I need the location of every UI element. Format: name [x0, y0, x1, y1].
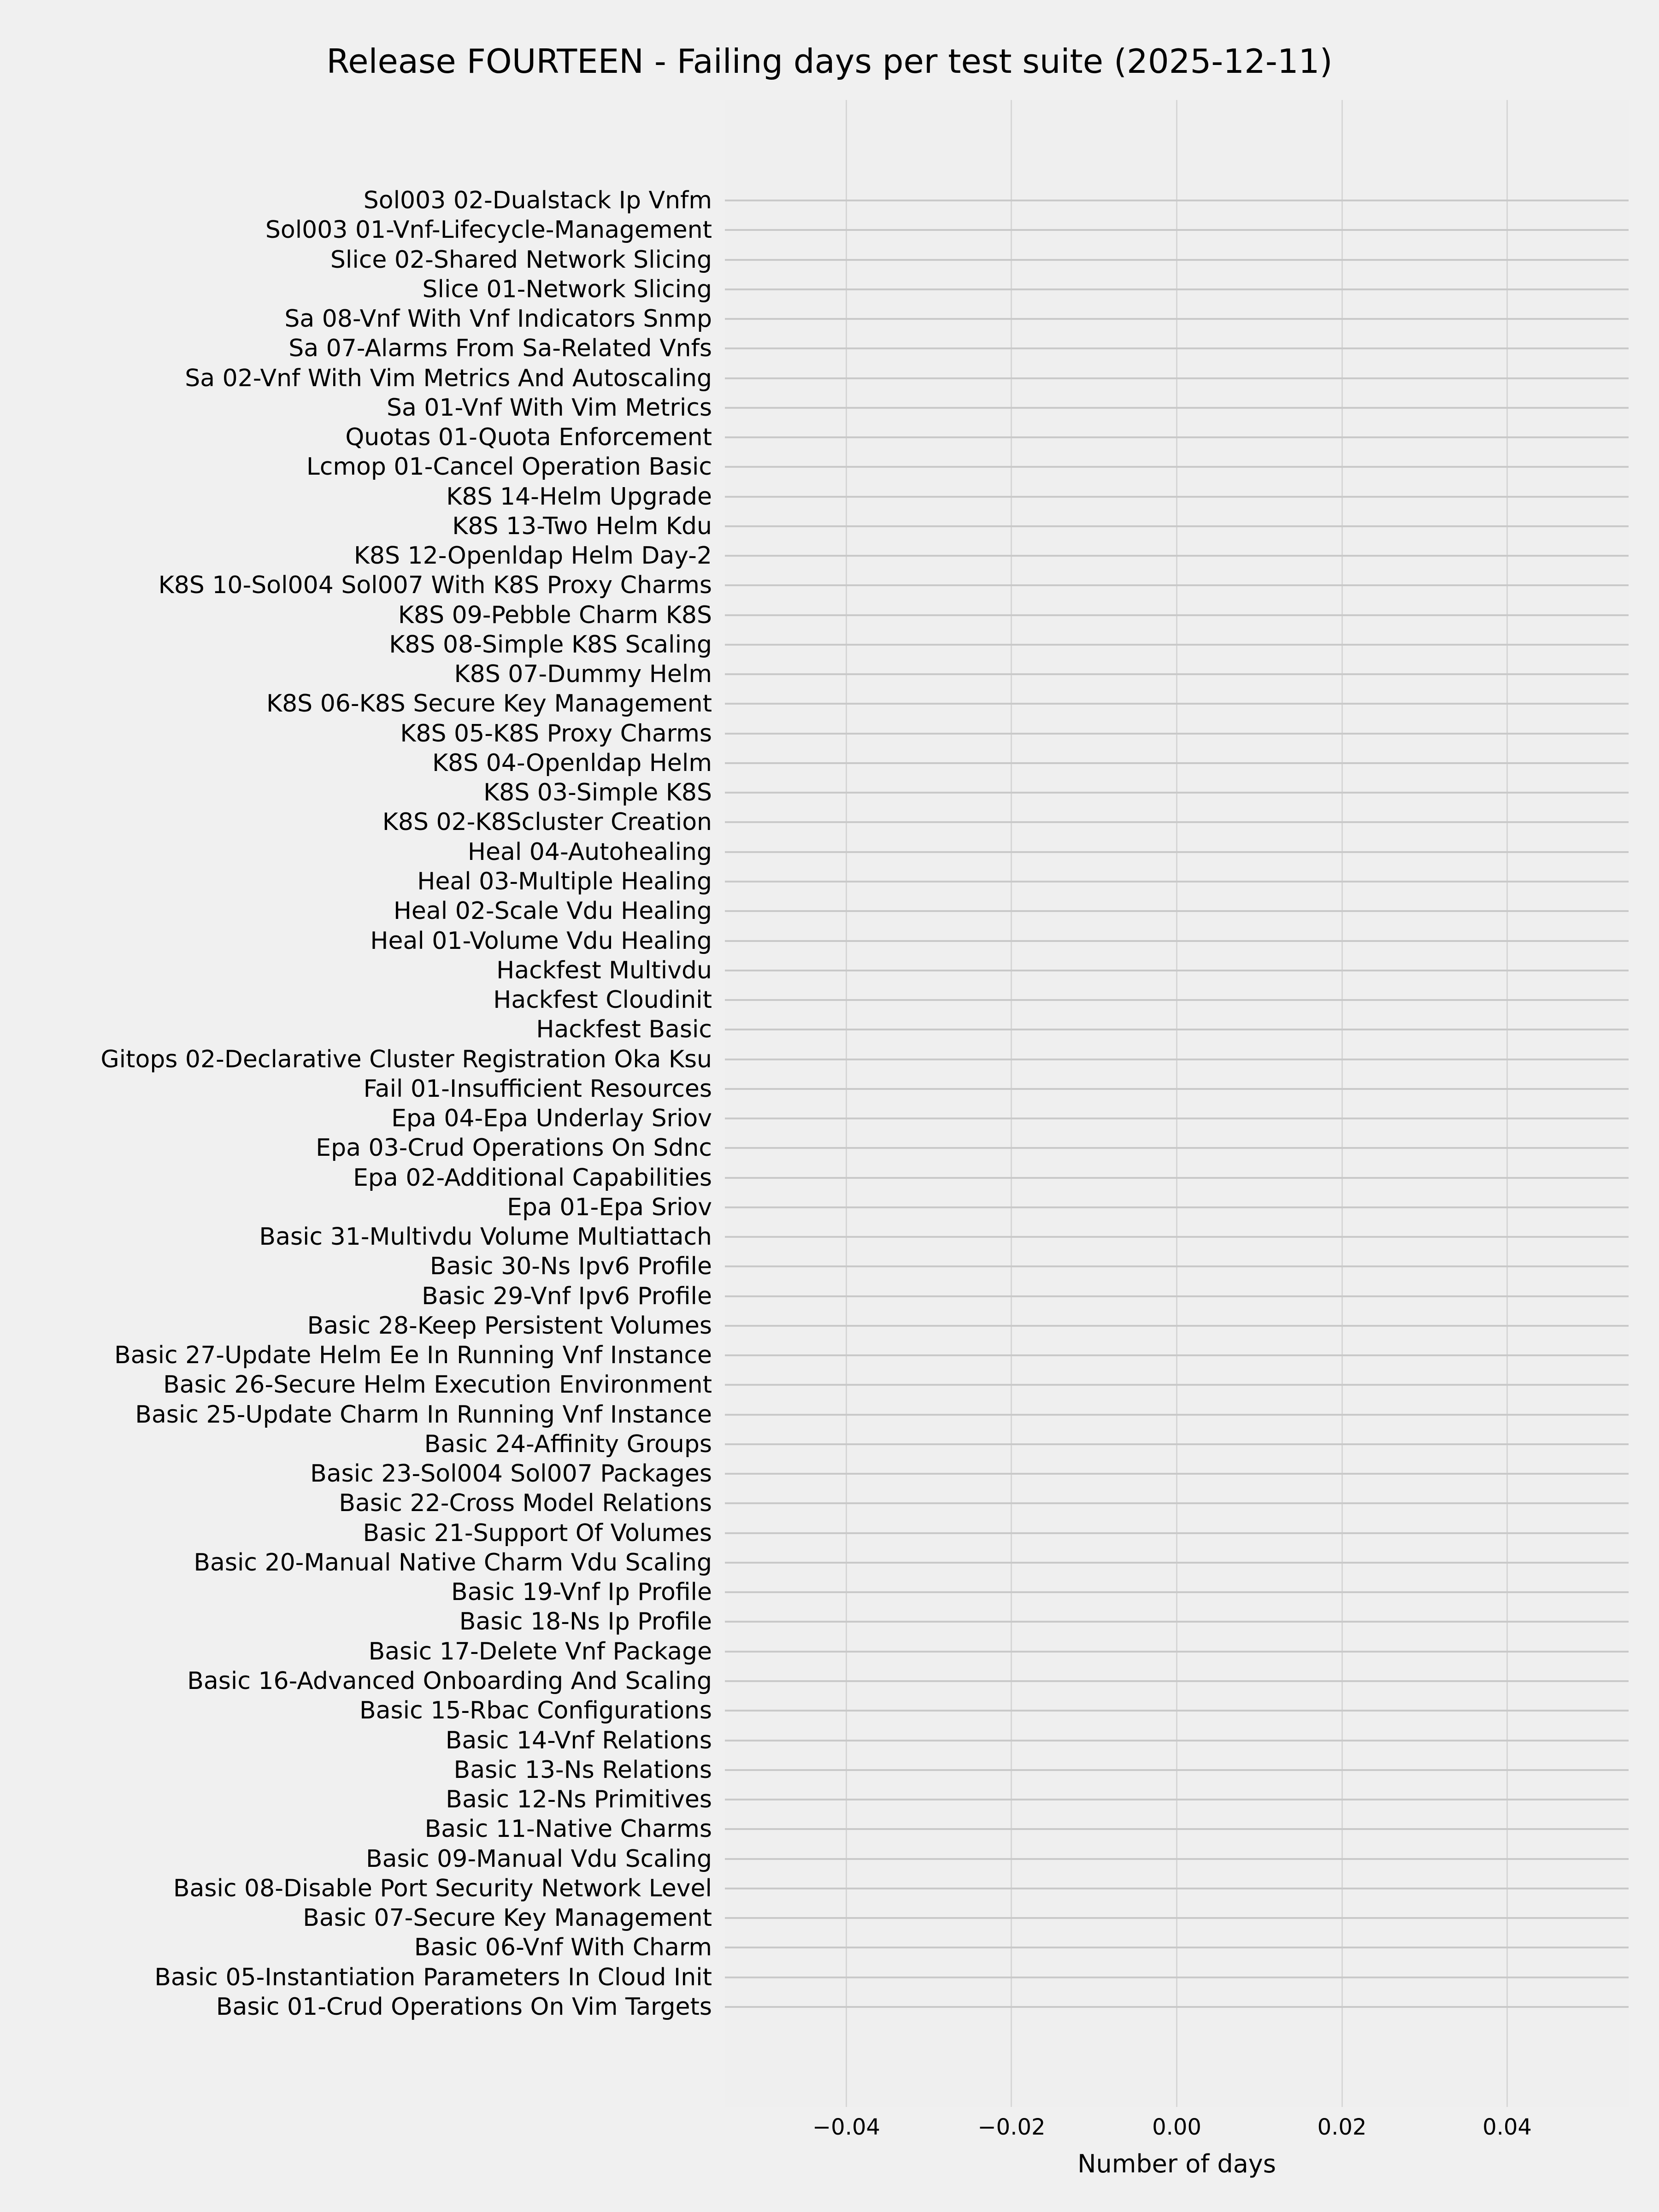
gridline-horizontal: [725, 1295, 1629, 1297]
gridline-horizontal: [725, 496, 1629, 498]
y-tick-label: K8S 04-Openldap Helm: [432, 749, 712, 777]
y-tick-label: K8S 09-Pebble Charm K8S: [398, 601, 712, 629]
x-axis-label: Number of days: [1077, 2149, 1276, 2178]
gridline-horizontal: [725, 1414, 1629, 1416]
y-tick-label: Basic 24-Affinity Groups: [424, 1430, 712, 1458]
gridline-horizontal: [725, 555, 1629, 557]
y-tick-label: Basic 12-Ns Primitives: [446, 1786, 712, 1814]
x-tick-label: 0.00: [1152, 2114, 1201, 2140]
y-tick-label: K8S 14-Helm Upgrade: [446, 482, 712, 511]
y-tick-label: Basic 05-Instantiation Parameters In Cloud Init: [154, 1963, 712, 1991]
y-tick-label: Heal 02-Scale Vdu Healing: [393, 897, 712, 925]
gridline-horizontal: [725, 1443, 1629, 1445]
gridline-horizontal: [725, 1977, 1629, 1978]
y-tick-label: Basic 27-Update Helm Ee In Running Vnf Instance: [114, 1341, 712, 1370]
gridline-horizontal: [725, 644, 1629, 646]
gridline-horizontal: [725, 1888, 1629, 1889]
gridline-horizontal: [725, 999, 1629, 1001]
y-tick-label: Heal 04-Autohealing: [467, 838, 712, 866]
gridline-horizontal: [725, 1799, 1629, 1800]
y-tick-label: Basic 23-Sol004 Sol007 Packages: [310, 1460, 712, 1488]
gridline-horizontal: [725, 1147, 1629, 1149]
y-tick-label: K8S 08-Simple K8S Scaling: [389, 630, 712, 659]
gridline-horizontal: [725, 584, 1629, 586]
gridline-horizontal: [725, 1621, 1629, 1623]
gridline-horizontal: [725, 1858, 1629, 1860]
gridline-horizontal: [725, 1680, 1629, 1682]
x-tick-label: −0.02: [977, 2114, 1046, 2140]
y-tick-label: Basic 13-Ns Relations: [453, 1756, 712, 1784]
gridline-horizontal: [725, 1502, 1629, 1504]
y-tick-label: Basic 20-Manual Native Charm Vdu Scaling: [194, 1548, 712, 1577]
y-tick-label: Slice 02-Shared Network Slicing: [330, 246, 712, 274]
gridline-horizontal: [725, 466, 1629, 468]
gridline-horizontal: [725, 881, 1629, 882]
y-tick-label: Basic 18-Ns Ip Profile: [459, 1608, 712, 1636]
gridline-horizontal: [725, 792, 1629, 794]
y-tick-label: Basic 25-Update Charm In Running Vnf Instance: [135, 1400, 712, 1429]
y-tick-label: K8S 12-Openldap Helm Day-2: [353, 542, 712, 570]
gridline-horizontal: [725, 229, 1629, 231]
gridline-vertical: [1506, 100, 1508, 2107]
gridline-horizontal: [725, 1828, 1629, 1830]
gridline-horizontal: [725, 762, 1629, 764]
y-tick-label: Basic 06-Vnf With Charm: [414, 1934, 712, 1962]
y-tick-label: Sol003 01-Vnf-Lifecycle-Management: [265, 216, 712, 244]
gridline-horizontal: [725, 1947, 1629, 1948]
gridline-horizontal: [725, 1651, 1629, 1653]
gridline-horizontal: [725, 703, 1629, 705]
y-tick-label: Gitops 02-Declarative Cluster Registration Oka Ksu: [100, 1045, 712, 1073]
y-tick-label: Epa 02-Additional Capabilities: [353, 1164, 712, 1192]
y-tick-label: Basic 11-Native Charms: [424, 1815, 712, 1843]
gridline-horizontal: [725, 1473, 1629, 1475]
y-tick-label: K8S 06-K8S Secure Key Management: [266, 690, 712, 718]
y-tick-label: Epa 04-Epa Underlay Sriov: [391, 1105, 712, 1133]
y-tick-label: Sa 07-Alarms From Sa-Related Vnfs: [288, 335, 712, 363]
y-tick-label: Epa 01-Epa Sriov: [507, 1193, 712, 1221]
gridline-horizontal: [725, 1384, 1629, 1386]
y-tick-label: K8S 02-K8Scluster Creation: [382, 808, 712, 836]
y-tick-label: Basic 14-Vnf Relations: [445, 1726, 712, 1754]
gridline-horizontal: [725, 970, 1629, 971]
y-tick-label: Hackfest Cloudinit: [493, 986, 712, 1014]
gridline-horizontal: [725, 1325, 1629, 1327]
gridline-vertical: [1341, 100, 1343, 2107]
x-tick-label: 0.02: [1317, 2114, 1367, 2140]
y-tick-label: K8S 05-K8S Proxy Charms: [400, 719, 712, 747]
y-tick-label: Epa 03-Crud Operations On Sdnc: [316, 1134, 712, 1162]
gridline-horizontal: [725, 821, 1629, 823]
gridline-horizontal: [725, 1769, 1629, 1771]
y-tick-label: Heal 03-Multiple Healing: [417, 867, 712, 895]
gridline-horizontal: [725, 1088, 1629, 1090]
y-tick-label: Sa 08-Vnf With Vnf Indicators Snmp: [284, 305, 712, 333]
gridline-horizontal: [725, 851, 1629, 853]
y-tick-label: Basic 22-Cross Model Relations: [339, 1489, 712, 1518]
gridline-horizontal: [725, 1532, 1629, 1534]
y-tick-label: Basic 21-Support Of Volumes: [363, 1519, 712, 1547]
y-tick-label: Heal 01-Volume Vdu Healing: [370, 927, 712, 955]
y-tick-label: Basic 28-Keep Persistent Volumes: [307, 1312, 712, 1340]
gridline-horizontal: [725, 673, 1629, 675]
x-tick-label: −0.04: [812, 2114, 881, 2140]
chart-title: Release FOURTEEN - Failing days per test suite (2025-12-11): [326, 42, 1333, 81]
gridline-horizontal: [725, 407, 1629, 409]
y-tick-label: Quotas 01-Quota Enforcement: [345, 424, 712, 452]
gridline-horizontal: [725, 1177, 1629, 1179]
gridline-horizontal: [725, 1029, 1629, 1030]
gridline-vertical: [1011, 100, 1012, 2107]
y-tick-label: K8S 07-Dummy Helm: [454, 660, 712, 688]
y-tick-label: Lcmop 01-Cancel Operation Basic: [306, 453, 712, 481]
gridline-horizontal: [725, 910, 1629, 912]
y-tick-label: Basic 19-Vnf Ip Profile: [451, 1578, 712, 1606]
gridline-horizontal: [725, 940, 1629, 942]
y-tick-label: K8S 03-Simple K8S: [483, 779, 712, 807]
gridline-horizontal: [725, 1236, 1629, 1238]
gridline-horizontal: [725, 1710, 1629, 1712]
y-tick-label: Basic 30-Ns Ipv6 Profile: [429, 1253, 712, 1281]
gridline-vertical: [846, 100, 847, 2107]
gridline-horizontal: [725, 436, 1629, 438]
y-tick-label: Sa 02-Vnf With Vim Metrics And Autoscaling: [185, 364, 712, 392]
gridline-horizontal: [725, 318, 1629, 320]
gridline-horizontal: [725, 1059, 1629, 1060]
gridline-horizontal: [725, 2006, 1629, 2008]
gridline-horizontal: [725, 1265, 1629, 1267]
y-tick-label: Basic 01-Crud Operations On Vim Targets: [216, 1993, 712, 2021]
gridline-horizontal: [725, 1118, 1629, 1119]
gridline-horizontal: [725, 1740, 1629, 1741]
y-tick-label: Basic 16-Advanced Onboarding And Scaling: [187, 1667, 712, 1695]
gridline-horizontal: [725, 525, 1629, 527]
y-tick-label: Sol003 02-Dualstack Ip Vnfm: [363, 187, 712, 214]
y-tick-label: Basic 31-Multivdu Volume Multiattach: [259, 1223, 712, 1251]
gridline-horizontal: [725, 1354, 1629, 1356]
gridline-horizontal: [725, 1917, 1629, 1919]
plot-area: [725, 100, 1629, 2107]
gridline-horizontal: [725, 347, 1629, 349]
y-tick-label: Hackfest Basic: [536, 1016, 712, 1044]
y-tick-label: Basic 09-Manual Vdu Scaling: [365, 1845, 712, 1873]
y-tick-label: Basic 15-Rbac Configurations: [359, 1697, 712, 1725]
y-tick-label: Sa 01-Vnf With Vim Metrics: [386, 394, 712, 422]
x-tick-label: 0.04: [1483, 2114, 1532, 2140]
y-tick-label: K8S 10-Sol004 Sol007 With K8S Proxy Charms: [158, 571, 712, 600]
gridline-horizontal: [725, 1562, 1629, 1564]
gridline-horizontal: [725, 614, 1629, 616]
gridline-horizontal: [725, 1591, 1629, 1593]
gridline-horizontal: [725, 377, 1629, 379]
y-tick-label: Hackfest Multivdu: [496, 956, 712, 984]
gridline-horizontal: [725, 1206, 1629, 1208]
y-tick-label: Basic 08-Disable Port Security Network Level: [173, 1874, 712, 1902]
gridline-horizontal: [725, 733, 1629, 735]
y-tick-label: Slice 01-Network Slicing: [422, 275, 712, 303]
y-tick-label: Basic 29-Vnf Ipv6 Profile: [422, 1282, 712, 1310]
gridline-horizontal: [725, 288, 1629, 290]
y-tick-label: Basic 17-Delete Vnf Package: [368, 1637, 712, 1665]
gridline-vertical: [1176, 100, 1177, 2107]
y-tick-label: Fail 01-Insufficient Resources: [363, 1075, 712, 1103]
y-tick-label: Basic 07-Secure Key Management: [303, 1904, 712, 1932]
y-tick-label: K8S 13-Two Helm Kdu: [452, 512, 712, 540]
gridline-horizontal: [725, 259, 1629, 261]
gridline-horizontal: [725, 200, 1629, 201]
y-tick-label: Basic 26-Secure Helm Execution Environment: [163, 1371, 712, 1399]
